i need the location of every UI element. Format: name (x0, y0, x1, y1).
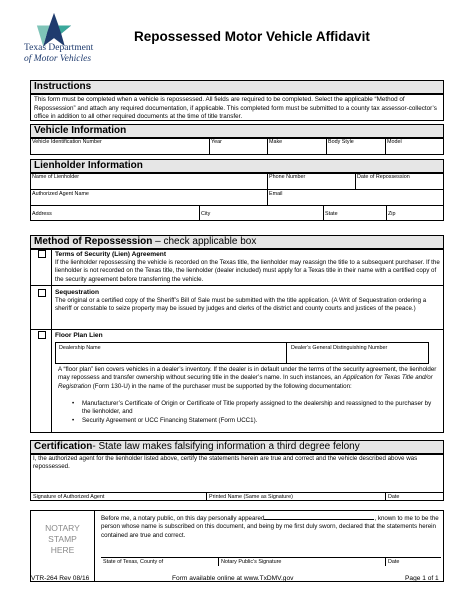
vin-field[interactable]: Vehicle Identification Number (32, 139, 102, 145)
form-title: Repossessed Motor Vehicle Affidavit (134, 29, 370, 44)
floor-plan-requirements-list (72, 400, 440, 425)
form-online-link: Form available online at www.TxDMV.gov (172, 575, 294, 582)
sequestration-checkbox[interactable] (38, 289, 46, 297)
lienholder-fields (30, 173, 444, 221)
list-item: • Security Agreement or UCC Financing Statement (Form UCC1). (72, 417, 440, 425)
notary-stamp-area: NOTARY STAMP HERE (31, 511, 95, 581)
year-field[interactable]: Year (211, 139, 222, 145)
sequestration-text: The original or a certified copy of the Sheriff’s Bill of Sale must be submitted with the title application. (A Writ of Sequestration ordering a sheriff or constable to seize property may be issued by judges and clerks of the district and county courts and justices of the peace.) (55, 297, 427, 313)
terms-of-security-checkbox[interactable] (38, 250, 46, 258)
phone-number-field[interactable]: Phone Number (269, 174, 306, 180)
certification-date-field[interactable]: Date (388, 494, 400, 500)
lienholder-name-field[interactable]: Name of Lienholder (32, 174, 80, 180)
lienholder-info-heading: Lienholder Information (30, 159, 444, 173)
email-field[interactable]: Email (269, 191, 283, 197)
terms-of-security-title: Terms of Security (Lien) Agreement (55, 251, 167, 258)
repossession-date-field[interactable]: Date of Repossession (357, 174, 410, 180)
authorized-agent-field[interactable]: Authorized Agent Name (32, 191, 89, 197)
city-field[interactable]: City (201, 211, 211, 217)
make-field[interactable]: Make (269, 139, 283, 145)
logo-line-2: of Motor Vehicles (24, 54, 92, 64)
floor-plan-lien-title: Floor Plan Lien (55, 332, 103, 339)
sequestration-title: Sequestration (55, 289, 99, 296)
printed-name-field[interactable]: Printed Name (Same as Signature) (209, 494, 293, 500)
form-number: VTR-264 Rev 08/16 (31, 575, 90, 582)
certification-heading: Certification- State law makes falsifying information a third degree felony (30, 440, 444, 454)
terms-of-security-text: If the lienholder repossessing the vehicle is recorded on the Texas title, the lienholder may reassign the title to a subsequent purchaser. If the lienholder is not recorded on the Texas title, the lienholder (dealer included) must apply for a Texas title in their name with a certified copy of the security agreement before transferring the vehicle. (55, 259, 440, 283)
body-style-field[interactable]: Body Style (328, 139, 354, 145)
method-heading: Method of Repossession – check applicable box (30, 235, 444, 249)
state-field[interactable]: State (325, 211, 338, 217)
notary-county-field[interactable]: State of Texas, County of (103, 559, 164, 565)
notary-text: Before me, a notary public, on this day personally appeared , known to me to be the person whose name is subscribed on this document, and being by me first duly sworn, declared that the statements herein contained are true and correct. (101, 515, 439, 539)
list-item: • Manufacturer’s Certificate of Origin or Certificate of Title properly assigned to the dealership and reassigned to the purchaser by the lienholder, and (72, 400, 440, 417)
dealership-name-field[interactable]: Dealership Name (59, 345, 101, 351)
model-field[interactable]: Model (387, 139, 402, 145)
dealer-gdn-field[interactable]: Dealer’s General Distinguishing Number (291, 345, 388, 351)
notary-signature-field[interactable]: Notary Public’s Signature (221, 559, 282, 565)
page-number: Page 1 of 1 (405, 575, 439, 582)
agent-signature-field[interactable]: Signature of Authorized Agent (33, 494, 105, 500)
floor-plan-lien-checkbox[interactable] (38, 331, 46, 339)
zip-field[interactable]: Zip (388, 211, 396, 217)
vehicle-info-heading: Vehicle Information (30, 124, 444, 138)
instructions-text: This form must be completed when a vehicle is repossessed. All fields are required to be completed. Select the applicable “Method of Repossession” and attach any required documentation, if applicable. This completed form must be submitted to a county tax assessor-collector’s office in addition to all other required documents at the time of title transfer. (30, 94, 444, 121)
notary-date-field[interactable]: Date (388, 559, 400, 565)
floor-plan-lien-text: A “floor plan” lien covers vehicles in a dealer’s inventory. If the dealer is in default under the terms of the security agreement, the lienholder may repossess and transfer ownership without securing title in the dealer’s name. In such instances, an Application for Texas Title and/or Registration (Form 130-U) in the name of the purchaser must be supported by the following documentation: (58, 366, 437, 390)
address-field[interactable]: Address (32, 211, 52, 217)
instructions-heading: Instructions (30, 80, 444, 94)
certification-text: I, the authorized agent for the lienholder listed above, certify the statements herein are true and correct and the vehicle described above was repossessed. (33, 455, 418, 471)
logo-line-1: Texas Department (24, 43, 94, 53)
